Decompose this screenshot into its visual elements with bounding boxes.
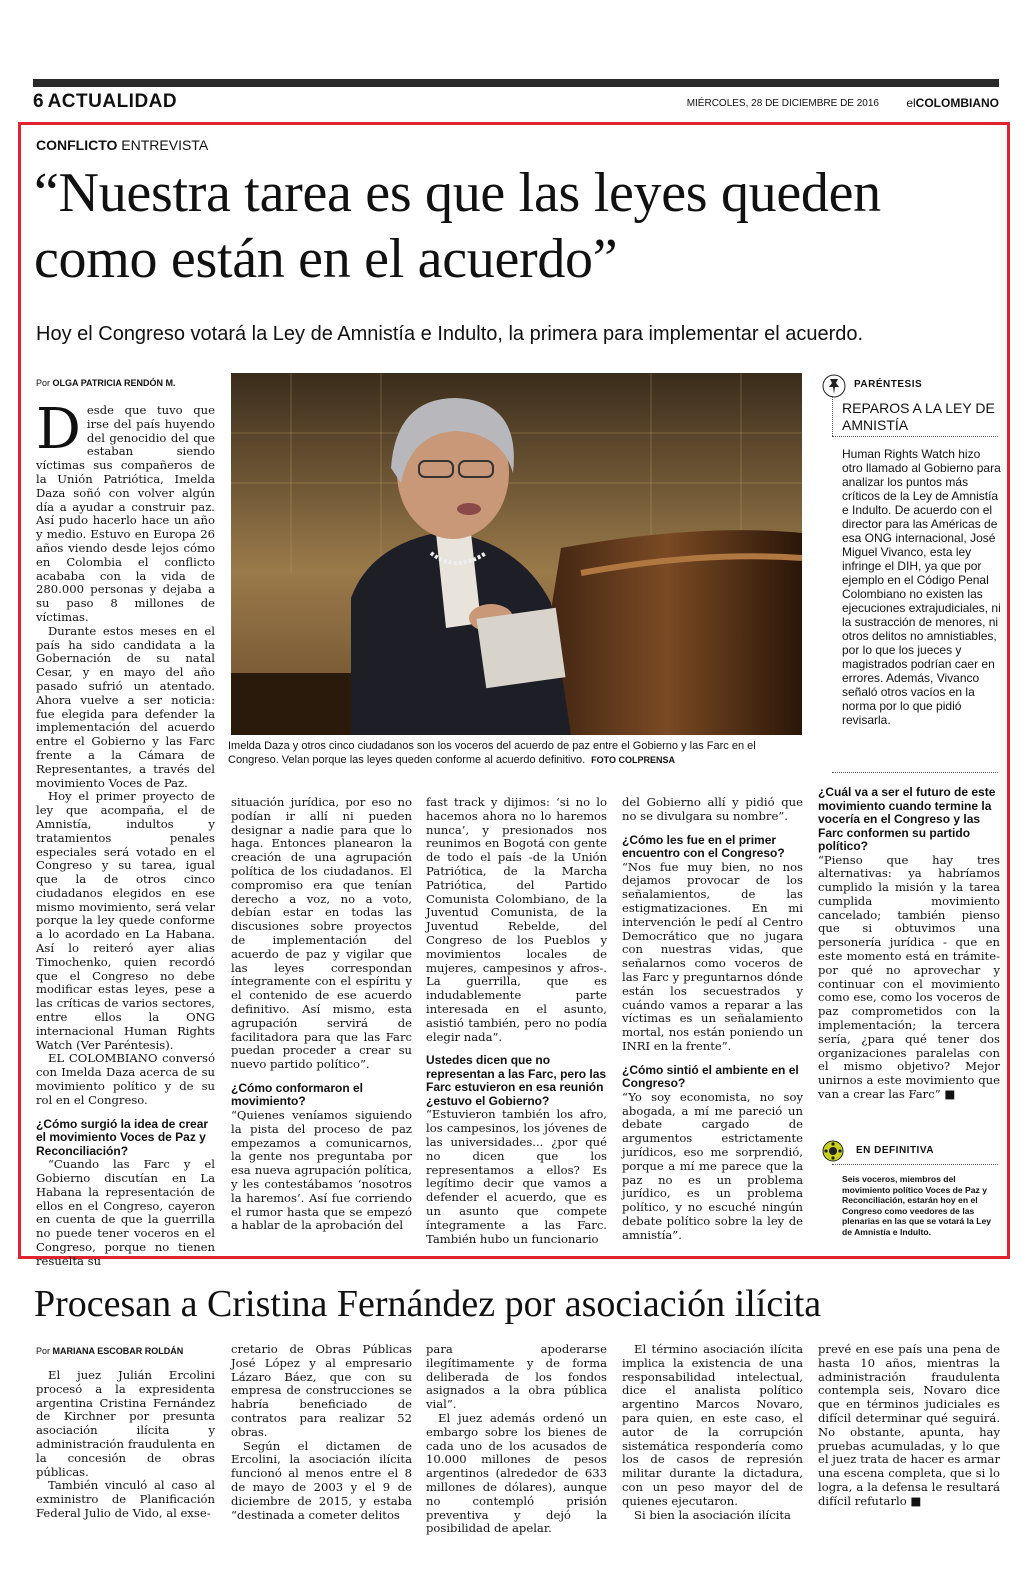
body-paragraph: El juez además ordenó un embargo sobre los bienes de cada uno de los acusados de 10.000 millones de pesos argentinos (alrededor de 633 millones de dólares), aunque no contempló prisión preventiva y dejó la posibilidad de apelar. xyxy=(426,1410,607,1536)
photo-credit: FOTO COLPRENSA xyxy=(591,755,675,765)
issue-date: MIÉRCOLES, 28 DE DICIEMBRE DE 2016 xyxy=(686,98,879,109)
brand-prefix: el xyxy=(906,96,916,110)
second-article-byline xyxy=(36,1346,183,1356)
parentesis-label: PARÉNTESIS xyxy=(854,379,923,390)
body-paragraph: EL COLOMBIANO conversó con Imelda Daza acerca de su movimiento político y de su rol en el Congreso. xyxy=(36,1051,215,1107)
page-header xyxy=(33,91,177,113)
second-article-column-3 xyxy=(426,1343,607,1536)
page-number: 6 xyxy=(33,91,44,112)
body-paragraph: También vinculó al caso al exministro de Planificación Federal Julio de Vido, al exse- xyxy=(36,1478,215,1520)
pushpin-icon xyxy=(822,374,846,398)
article-column-2 xyxy=(231,796,412,1233)
sidebar-divider xyxy=(832,396,834,436)
photo-imelda-daza xyxy=(231,373,802,735)
second-article-column-2 xyxy=(231,1343,412,1522)
sidebar-divider xyxy=(832,772,998,773)
byline-name: MARIANA ESCOBAR ROLDÁN xyxy=(52,1346,184,1356)
byline-prefix: Por xyxy=(36,1346,51,1356)
body-paragraph: El término asociación ilícita implica la existencia de una responsabilidad intelectual, dice el analista político argentino Marcos Novaro, para quien, en este caso, el autor de la corrupción sistemática respondería como los de casos de represión militar durante la dictadura, con un peso mayor del de quienes ejecutaron. xyxy=(622,1342,803,1508)
body-paragraph: prevé en ese país una pena de hasta 10 años, mientras la administración fraudulenta contempla seis, Novaro dice que en términos judiciales es difícil determinar qué seguirá. No obstante, apunta, hay pruebas acumuladas, y lo que el juez trata de hacer es armar una escena completa, que si lo logra, a la defensa le resultará difícil refutarlo ■ xyxy=(818,1342,1000,1508)
article-headline: “Nuestra tarea es que las leyes queden como están en el acuerdo” xyxy=(34,162,881,290)
interview-answer: “Yo soy economista, no soy abogada, a mí me pareció un debate cargado de argumentos estrictamente jurídicos, eso me sorprendió, porque a mí me parece que la paz no es un problema jurídico, es un problema político, y no escuché ningún debate político sobre la ley de amnistía”. xyxy=(622,1089,803,1242)
second-article-headline: Procesan a Cristina Fernández por asociación ilícita xyxy=(34,1283,822,1325)
drop-cap: D xyxy=(36,397,81,462)
interview-question: ¿Cómo les fue en el primer encuentro con el Congreso? xyxy=(622,832,785,861)
lead-paragraph xyxy=(36,397,215,625)
second-article-column-1 xyxy=(36,1369,215,1521)
article-dek: Hoy el Congreso votará la Ley de Amnistía e Indulto, la primera para implementar el acuerdo. xyxy=(36,323,864,345)
photo-caption xyxy=(228,739,803,767)
en-definitiva-body: Seis voceros, miembros del movimiento político Voces de Paz y Reconciliación, estarán hoy en el Congreso como veedores de las plenarias en las que se votará la Ley de Amnistía e Indulto. xyxy=(842,1174,992,1237)
en-definitiva-label: EN DEFINITIVA xyxy=(856,1145,934,1156)
article-column-1 xyxy=(36,397,215,1269)
sidebar-title: REPAROS A LA LEY DE AMNISTÍA xyxy=(842,400,995,433)
body-paragraph: del Gobierno allí y pidió que no se divulgara su nombre”. xyxy=(622,795,803,823)
body-paragraph: situación jurídica, por eso no podían ir allí ni pueden designar a nadie para que lo haga. Entonces planearon la creación de una agrupación política de los ciudadanos. El compromiso era que tenían derecho a voz, no a voto, debían estar en todas las discusiones sobre proyectos de implementación del acuerdo de paz y vigilar que las leyes correspondan íntegramente con el espíritu y el contenido de ese acuerdo definitivo. Así mismo, esta agrupación servirá de facilitadora para que las Farc puedan proceder a crear su nuevo partido político”. xyxy=(231,795,412,1072)
article-column-3 xyxy=(426,796,607,1246)
sidebar-divider xyxy=(832,436,998,437)
article-column-4 xyxy=(622,796,803,1243)
body-paragraph: Hoy el primer proyecto de ley que acompaña, el de Amnistía, indultos y tratamientos penales especiales será votado en el Congreso y su tarea, igual que la de otros cinco ciudadanos elegidos en ese mismo movimiento, será velar porque la ley quede conforme a lo acordado en La Habana. Así lo reiteró ayer alias Timochenko, quien recordó que el Congreso no debe modificar estas leyes, pese a las críticas de varios sectores, entre ellos la ONG internacional Human Rights Watch (Ver Paréntesis). xyxy=(36,789,215,1052)
second-article-column-5 xyxy=(818,1343,1000,1509)
masthead-rule xyxy=(33,79,999,87)
summary-badge-icon xyxy=(822,1140,844,1162)
caption-text: Imelda Daza y otros cinco ciudadanos son los voceros del acuerdo de paz entre el Gobierno y las Farc en el Congreso. Velan porque las leyes queden conforme al acuerdo definitivo. xyxy=(228,740,756,766)
body-paragraph: Si bien la asociación ilícita xyxy=(634,1507,791,1522)
second-article-column-4 xyxy=(622,1343,803,1522)
sidebar-divider xyxy=(832,1164,998,1165)
body-paragraph: cretario de Obras Públicas José López y al empresario Lázaro Báez, que con su empresa de construcciones se habría beneficiado de contratos para realizar 52 obras. xyxy=(231,1342,412,1439)
section-name: ACTUALIDAD xyxy=(47,91,178,112)
article-kicker xyxy=(36,137,208,153)
body-paragraph: para apoderarse ilegítimamente y de forma deliberada de los fondos asignados a la obra pública vial”. xyxy=(426,1342,607,1412)
body-paragraph: fast track y dijimos: ‘si no lo hacemos ahora no lo haremos nunca’, y presionados nos reunimos en Bogotá con gente de todo el país -de la Unión Patriótica, de la Marcha Patriótica, del Partido Comunista Colombiano, de la Juventud Comunista, de la Juventud Rebelde, del Congreso de los Pueblos y movimientos locales de mujeres, campesinos y afros-. La guerrilla, que es indudablemente parte interesada en el asunto, asistió también, pero no podía elegir nada”. xyxy=(426,795,607,1044)
masthead xyxy=(33,93,999,113)
interview-question: Ustedes dicen que no representan a las Farc, pero las Farc estuvieron en esa reunión ¿estuvo el Gobierno? xyxy=(426,1053,607,1108)
interview-question: ¿Cómo surgió la idea de crear el movimiento Voces de Paz y Reconciliación? xyxy=(36,1116,209,1158)
interview-answer: “Cuando las Farc y el Gobierno discutían en La Habana la representación de ellos en el Congreso, cayeron en cuenta de que la guerrilla no puede tener voceros en el Congreso, porque no tienen resuelta su xyxy=(36,1157,215,1268)
sidebar-body: Human Rights Watch hizo otro llamado al Gobierno para analizar los puntos más críticos de la Ley de Amnistía e Indulto. De acuerdo con el director para las Américas de esa ONG internacional, José Miguel Vivanco, esta ley infringe el DIH, ya que por ejemplo en el Código Penal Colombiano no existen las ejecuciones extrajudiciales, ni la sustracción de menores, ni otros delitos no amnistiables, por lo que los jueces y magistrados podrían caer en errores. Además, Vivanco señaló otros vacíos en la norma por lo que pidió revisarla. xyxy=(842,447,1001,727)
interview-answer: “Quienes veníamos siguiendo la pista del proceso de paz empezamos a comunicarnos, la gente nos preguntaba por esa nueva agrupación política, y les contestábamos ‘nosotros la haremos’. Así fue corriendo el rumor hasta que se empezó a hablar de la aprobación del xyxy=(231,1107,412,1233)
newspaper-brand xyxy=(906,96,999,110)
lead-paragraph-text: esde que tuvo que irse del país huyendo del genocidio del que estaban siendo víctimas sus compañeros de la Unión Patriótica, Imelda Daza soñó con volver algún día a ayudar a construir paz. Así pudo hacerlo hace un año y medio. Estuvo en Europa 26 años viendo desde lejos cómo en Colombia el conflicto acababa con la vida de 280.000 personas y dejaba a su paso 8 millones de víctimas. xyxy=(36,403,215,624)
body-paragraph: El juez Julián Ercolini procesó a la expresidenta argentina Cristina Fernández de Kirchner por presunta asociación ilícita y administración fraudulenta en la concesión de obras públicas. xyxy=(36,1368,215,1479)
interview-answer: “Pienso que hay tres alternativas: ya habríamos cumplido la misión y la tarea cumplida movimiento cancelado; también pienso que si obtuvimos una personería jurídica - que en este momento está en trámite- por qué no aprovechar y continuar con el movimiento como ese, como los voceros de paz comprometidos con la implementación; la tercera sería, ¿para qué tener dos organizaciones paralelas con el mismo objetivo? Mejor unirnos a este movimiento que van a crear las Farc” ■ xyxy=(818,852,1000,1102)
interview-answer: “Estuvieron también los afro, los campesinos, los jóvenes de las universidades... ¿por qué no dicen que los representamos a ellos? Es legítimo decir que vamos a defender el acuerdo, que es un asunto que compete íntegramente a las Farc. También hubo un funcionario xyxy=(426,1107,607,1246)
interview-question: ¿Cómo conformaron el movimiento? xyxy=(231,1080,364,1109)
article-byline xyxy=(36,378,176,388)
article-column-5 xyxy=(818,786,1000,1102)
article-photo xyxy=(231,373,802,735)
interview-question: ¿Cómo sintió el ambiente en el Congreso? xyxy=(622,1062,799,1091)
body-paragraph: Durante estos meses en el país ha sido candidata a la Gobernación de su natal Cesar, y en mayo del año pasado sufrió un atentado. Ahora vuelve a ser noticia: fue elegida para defender la implementación del acuerdo entre el Gobierno y las Farc frente a la Cámara de Representantes, a través del movimiento Voces de Paz. xyxy=(36,623,215,790)
interview-question: ¿Cuál va a ser el futuro de este movimiento cuando termine la vocería en el Congreso y las Farc conformen su partido político? xyxy=(818,785,996,853)
byline-prefix: Por xyxy=(36,378,51,388)
kicker-type: ENTREVISTA xyxy=(121,137,209,153)
byline-name: OLGA PATRICIA RENDÓN M. xyxy=(52,378,176,388)
brand-name: COLOMBIANO xyxy=(915,96,999,110)
interview-answer: “Nos fue muy bien, no nos dejamos provocar de los señalamientos, de las estigmatizaciones. En mi intervención le pedí al Centro Democrático que no jugara con nuestras vidas, que señalarnos como voceros de las Farc y preguntarnos dónde están los secuestrados y cuándo vamos a reparar a las víctimas es un señalamiento mortal, nos están poniendo un INRI en la frente”. xyxy=(622,859,803,1053)
kicker-topic: CONFLICTO xyxy=(36,137,118,153)
body-paragraph: Según el dictamen de Ercolini, la asociación ilícita funcionó al menos entre el 8 de mayo de 2003 y el 9 de diciembre de 2015, y estaba “destinada a cometer delitos xyxy=(231,1438,412,1522)
